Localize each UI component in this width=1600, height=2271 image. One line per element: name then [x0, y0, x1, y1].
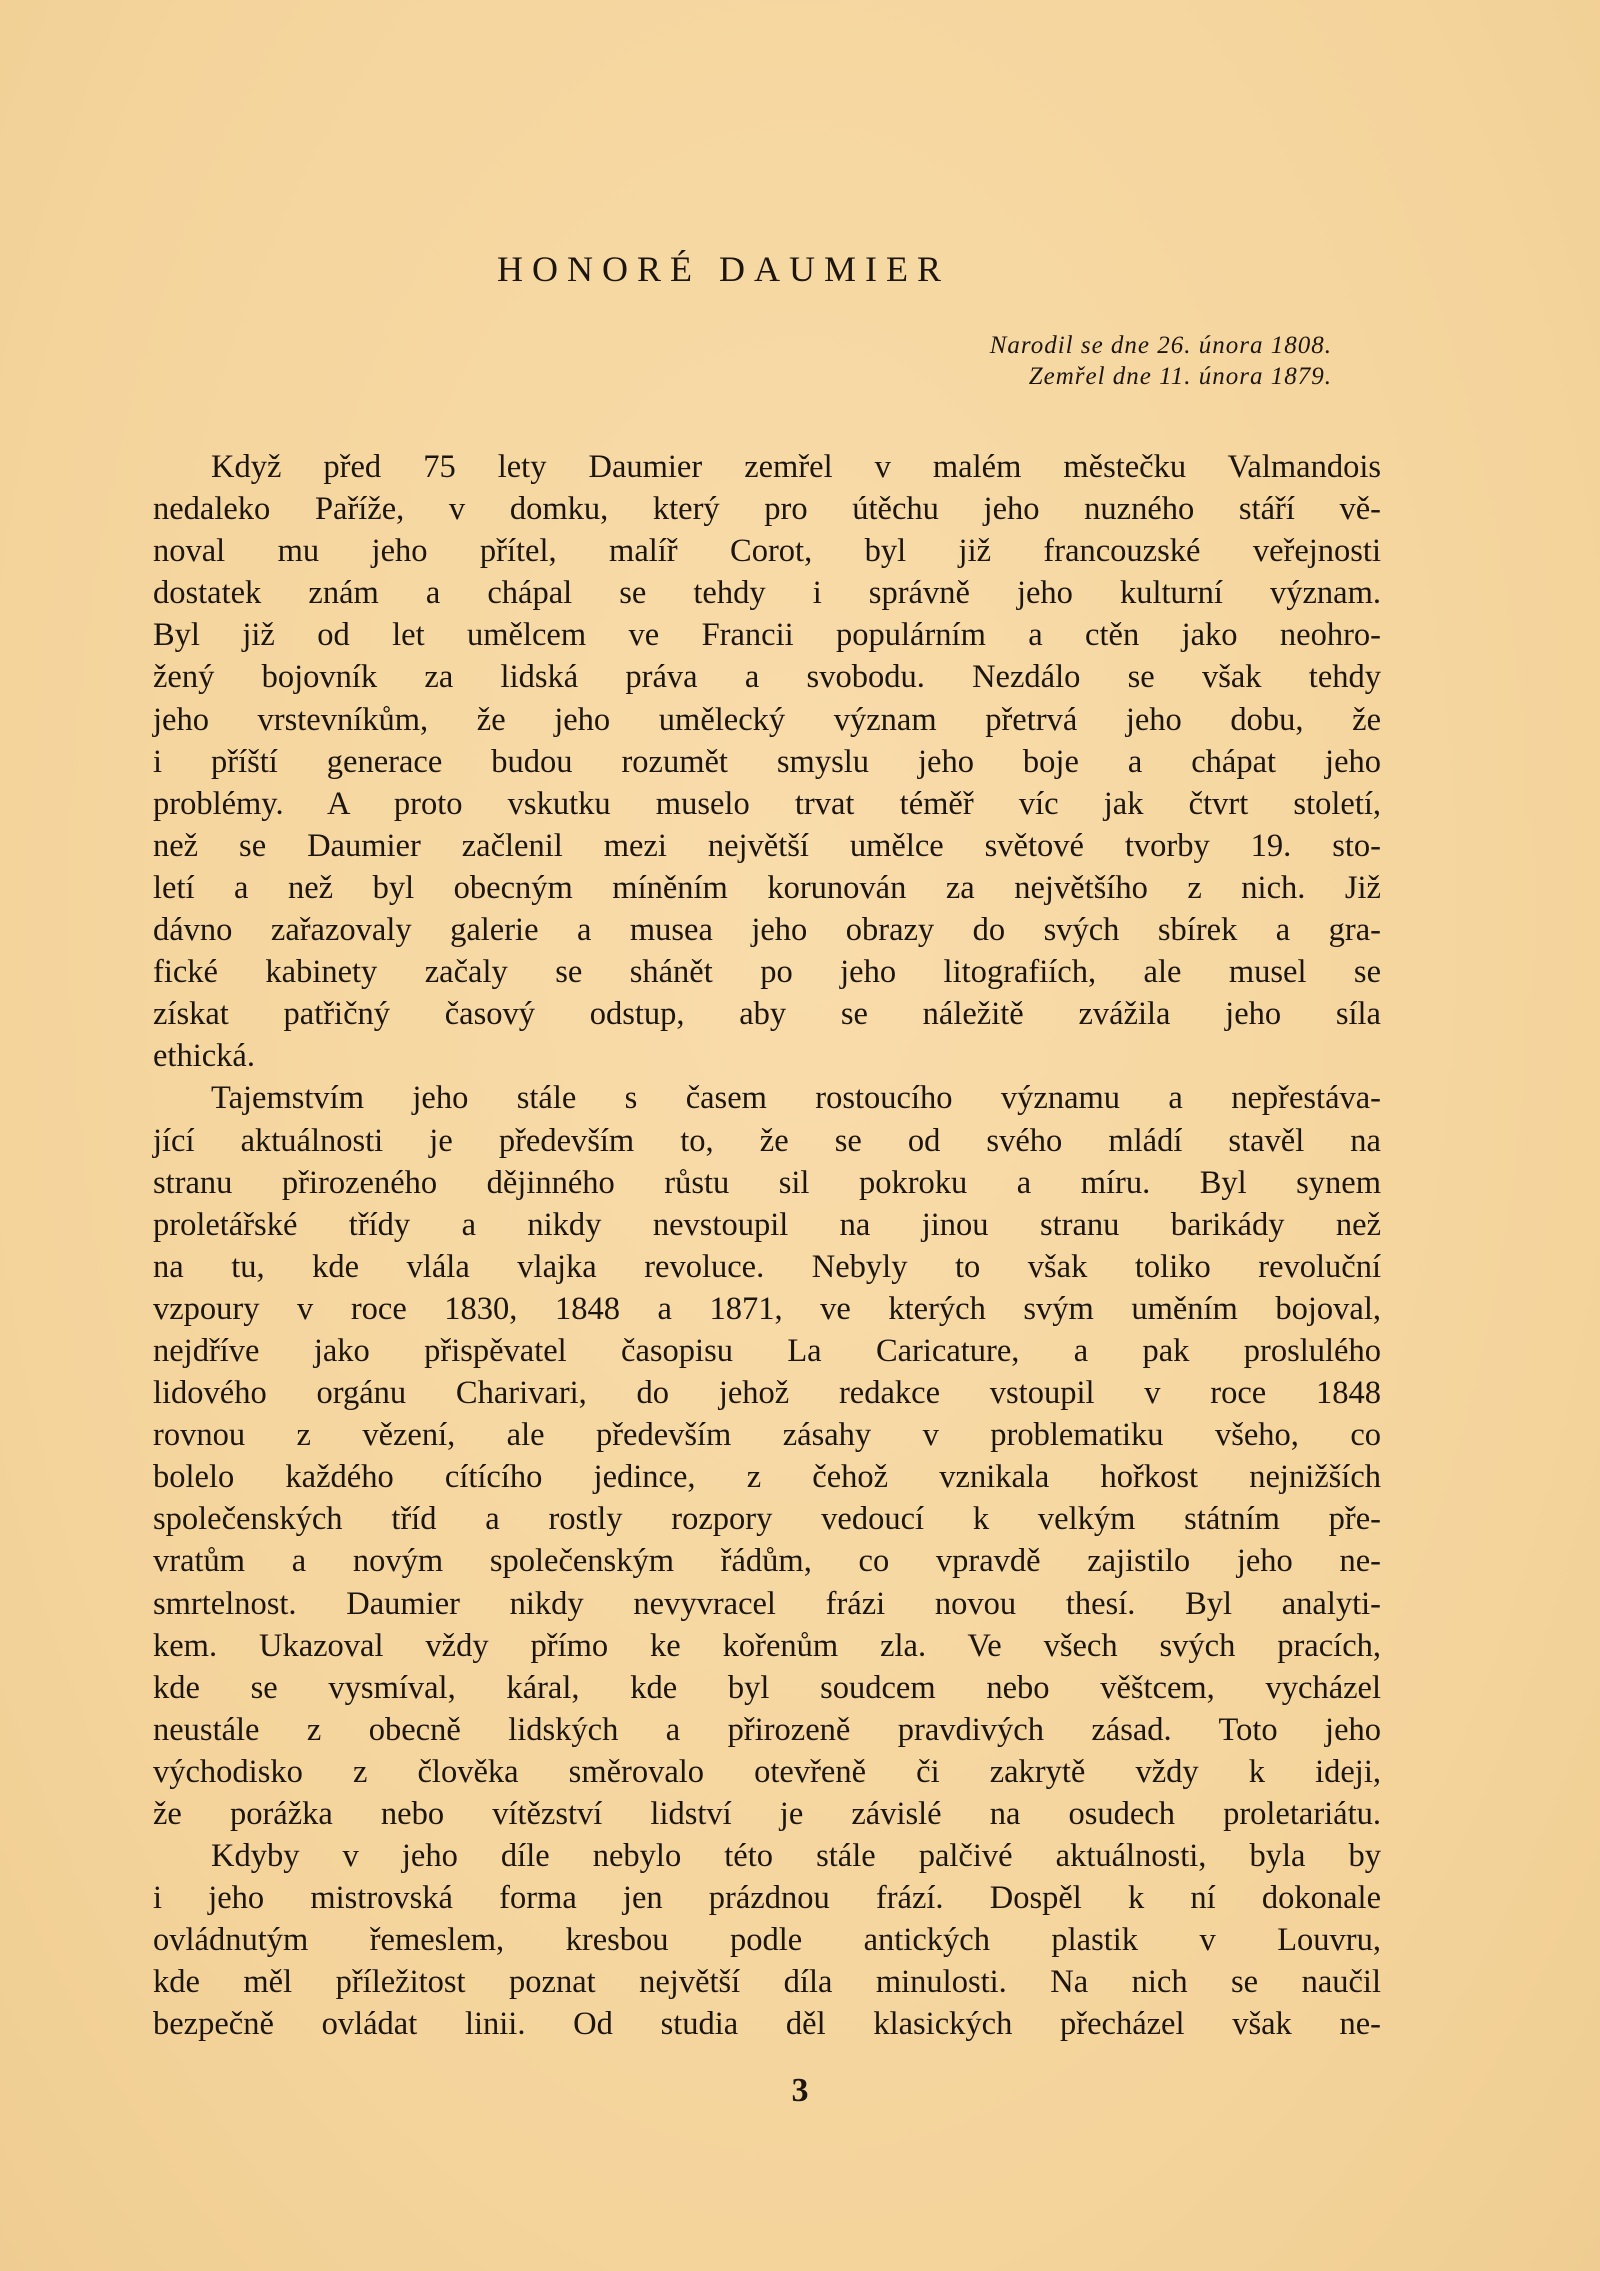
text-line: stranu přirozeného dějinného růstu sil pokroku a míru. Byl synem — [153, 1164, 1381, 1201]
text-line: kde se vysmíval, káral, kde byl soudcem nebo věštcem, vycházel — [153, 1669, 1381, 1706]
text-line: ovládnutým řemeslem, kresbou podle antických plastik v Louvru, — [153, 1922, 1381, 1959]
text-line: než se Daumier začlenil mezi největší umělce světové tvorby 19. sto- — [153, 827, 1381, 864]
text-line: rovnou z vězení, ale především zásahy v problematiku všeho, co — [153, 1417, 1381, 1454]
text-line: ethická. — [153, 1038, 255, 1075]
text-line: i jeho mistrovská forma jen prázdnou frází. Dospěl k ní dokonale — [153, 1880, 1381, 1917]
text-line: dostatek znám a chápal se tehdy i správně jeho kulturní význam. — [153, 575, 1381, 612]
text-line: jeho vrstevníkům, že jeho umělecký význam přetrvá jeho dobu, že — [153, 701, 1381, 738]
text-line: fické kabinety začaly se shánět po jeho litografiích, ale musel se — [153, 954, 1381, 991]
text-line: na tu, kde vlála vlajka revoluce. Nebyly to však toliko revoluční — [153, 1248, 1381, 1285]
text-line: nedaleko Paříže, v domku, který pro útěchu jeho nuzného stáří vě- — [153, 491, 1381, 528]
text-line: společenských tříd a rostly rozpory vedoucí k velkým státním pře- — [153, 1501, 1381, 1538]
text-line: bolelo každého cítícího jedince, z čehož vznikala hořkost nejnižších — [153, 1459, 1381, 1496]
birth-date: Narodil se dne 26. února 1808. — [989, 332, 1332, 359]
text-line: Byl již od let umělcem ve Francii populárním a ctěn jako neohro- — [153, 617, 1381, 654]
text-line: vratům a novým společenským řádům, co vpravdě zajistilo jeho ne- — [153, 1543, 1381, 1580]
text-line: dávno zařazovaly galerie a musea jeho obrazy do svých sbírek a gra- — [153, 912, 1381, 949]
text-line: že porážka nebo vítězství lidství je závislé na osudech proletariátu. — [153, 1796, 1381, 1832]
text-line: neustále z obecně lidských a přirozeně pravdivých zásad. Toto jeho — [153, 1711, 1381, 1748]
text-line: vzpoury v roce 1830, 1848 a 1871, ve kterých svým uměním bojoval, — [153, 1290, 1381, 1327]
text-line: Když před 75 lety Daumier zemřel v malém městečku Valmandois — [211, 449, 1381, 485]
text-line: jící aktuálnosti je především to, že se od svého mládí stavěl na — [153, 1122, 1381, 1159]
text-line: získat patřičný časový odstup, aby se náležitě zvážila jeho síla — [153, 996, 1381, 1033]
page-number: 3 — [791, 2072, 809, 2109]
text-line: letí a než byl obecným míněním korunován za největšího z nich. Již — [153, 869, 1381, 906]
text-line: proletářské třídy a nikdy nevstoupil na jinou stranu barikády než — [153, 1206, 1381, 1243]
text-line: východisko z člověka směrovalo otevřeně či zakrytě vždy k ideji, — [153, 1753, 1381, 1790]
text-line: nejdříve jako přispěvatel časopisu La Caricature, a pak proslulého — [153, 1332, 1381, 1369]
text-line: Tajemstvím jeho stále s časem rostoucího významu a nepřestáva- — [211, 1080, 1381, 1117]
text-line: noval mu jeho přítel, malíř Corot, byl již francouzské veřejnosti — [153, 533, 1381, 570]
text-line: smrtelnost. Daumier nikdy nevyvracel frázi novou thesí. Byl analyti- — [153, 1585, 1381, 1622]
text-line: žený bojovník za lidská práva a svobodu. Nezdálo se však tehdy — [153, 659, 1381, 696]
death-date: Zemřel dne 11. února 1879. — [1028, 363, 1332, 390]
text-line: Kdyby v jeho díle nebylo této stále palčivé aktuálnosti, byla by — [211, 1838, 1381, 1875]
article-title: HONORÉ DAUMIER — [497, 249, 950, 289]
text-line: kde měl příležitost poznat největší díla minulosti. Na nich se naučil — [153, 1964, 1381, 2001]
text-line: lidového orgánu Charivari, do jehož redakce vstoupil v roce 1848 — [153, 1375, 1381, 1412]
text-line: problémy. A proto vskutku muselo trvat téměř víc jak čtvrt století, — [153, 785, 1381, 822]
article-body — [153, 446, 1381, 2046]
text-line: kem. Ukazoval vždy přímo ke kořenům zla. Ve všech svých pracích, — [153, 1627, 1381, 1664]
text-line: i příští generace budou rozumět smyslu jeho boje a chápat jeho — [153, 743, 1381, 780]
text-line: bezpečně ovládat linii. Od studia děl klasických přecházel však ne- — [153, 2006, 1381, 2043]
life-dates — [990, 330, 1332, 392]
